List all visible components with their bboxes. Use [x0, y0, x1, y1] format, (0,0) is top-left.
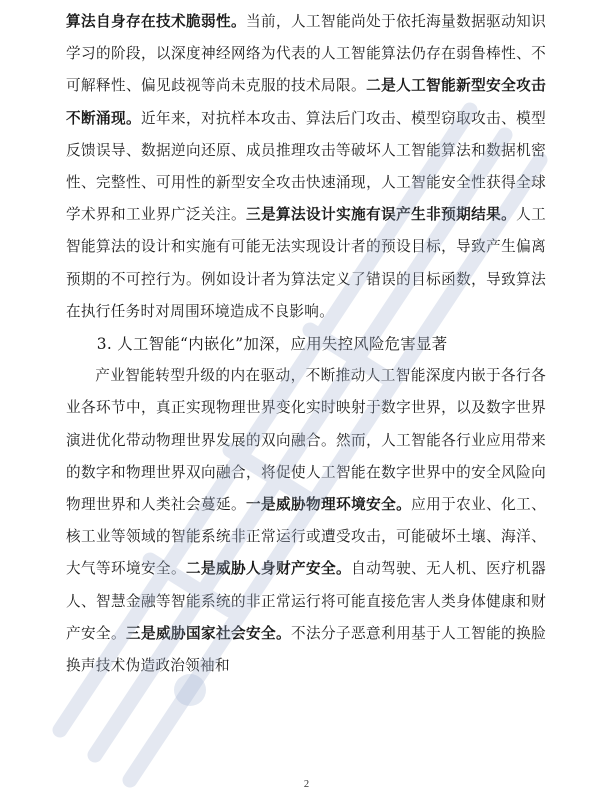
body-run: 产业智能转型升级的内在驱动，不断推动人工智能深度内嵌于各行各业各环节中，真正实现物理世界变化实时映射于数字世界，以及数字世界演进优化带动物理世界发展的双向融合。然而，人工智能各行业应用带来的数字和物理世界双向融合，将促使人工智能在数字世界中的安全风险向物理世界和人类社会蔓延。 [66, 367, 546, 514]
body-text [66, 6, 546, 682]
paragraph [66, 6, 546, 328]
bold-point: 二是人工智能新型安全攻击不断涌现。 [66, 77, 546, 127]
paragraph [66, 360, 546, 682]
page-number: 2 [303, 779, 310, 790]
section-heading: 3. 人工智能“内嵌化”加深，应用失控风险危害显著 [96, 335, 448, 354]
bold-point: 二是威胁人身财产安全。 [186, 560, 352, 578]
body-run: 自动驾驶、无人机、医疗机器人、智慧金融等智能系统的非正常运行将可能直接危害人类身体健康和财产安全。 [66, 560, 546, 642]
body-run: 近年来，对抗样本攻击、算法后门攻击、模型窃取攻击、模型反馈误导、数据逆向还原、成员推理攻击等破坏人工智能算法和数据机密性、完整性、可用性的新型安全攻击快速涌现，人工智能安全性获得全球学术界和工业界广泛关注。 [66, 109, 546, 224]
bold-point: 算法自身存在技术脆弱性。 [66, 13, 247, 30]
bold-point: 一是威胁物理环境安全。 [246, 496, 412, 514]
body-run: 不法分子恶意利用基于人工智能的换脸换声技术伪造政治领袖和 [66, 624, 546, 675]
body-run: 人工智能算法的设计和实施有可能无法实现设计者的预设目标，导致产生偏离预期的不可控行为。例如设计者为算法定义了错误的目标函数，导致算法在执行任务时对周围环境造成不良影响。 [66, 206, 547, 320]
bold-point: 三是威胁国家社会安全。 [126, 624, 292, 642]
bold-point: 三是算法设计实施有误产生非预期结果。 [246, 206, 517, 224]
body-run: 应用于农业、化工、核工业等领域的智能系统非正常运行或遭受攻击，可能破坏土壤、海洋、大气等环境安全。 [66, 496, 546, 578]
body-run: 当前，人工智能尚处于依托海量数据驱动知识学习的阶段，以深度神经网络为代表的人工智能算法仍存在弱鲁棒性、不可解释性、偏见歧视等尚未克服的技术局限。 [66, 13, 546, 95]
